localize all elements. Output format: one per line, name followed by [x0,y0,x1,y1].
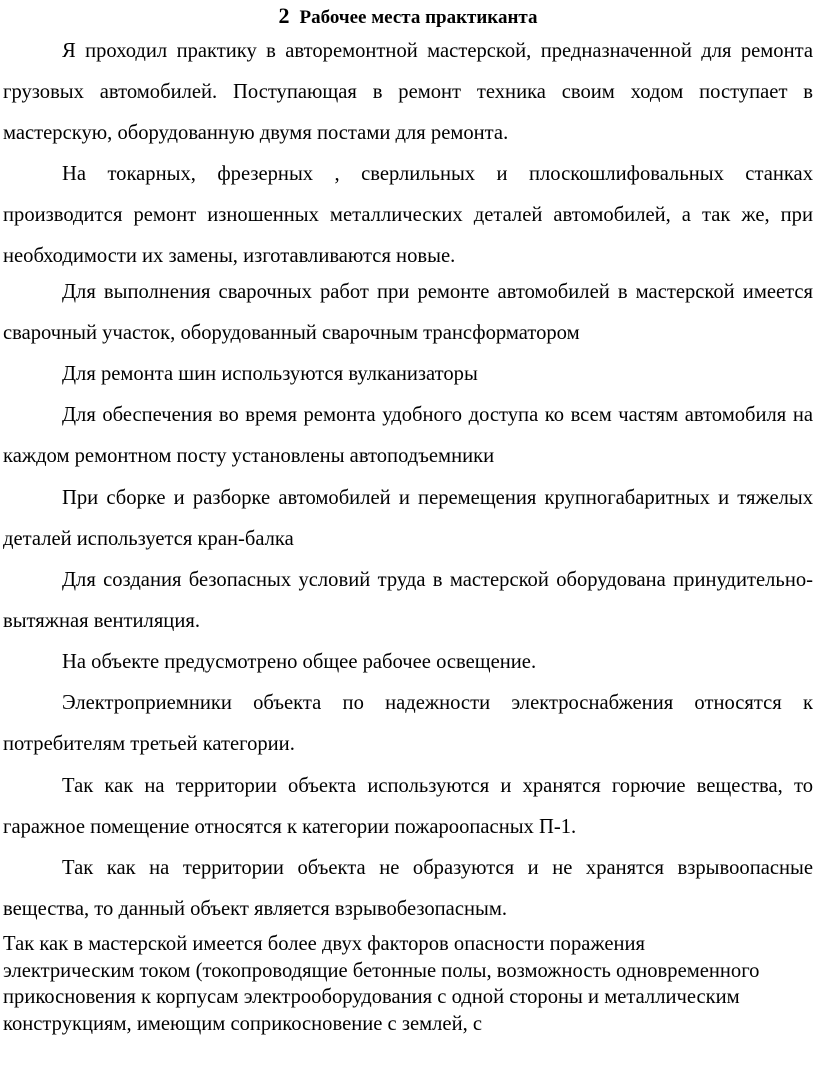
paragraph-welding: Для выполнения сварочных работ при ремонте автомобилей в мастерской имеется сварочный участок, оборудованный сварочным трансформатором [3,281,813,345]
paragraph-electrical-hazard: Так как в мастерской имеется более двух факторов опасности поражения электрическим током (токопроводящие бетонные полы, возможность одновременного прикосновения к корпусам электрооборудования с одной стороны и металлическим конструкциям, имеющим соприкосновение с землей, с [3,933,760,1035]
paragraph-vulcanizers: Для ремонта шин используются вулканизаторы [62,363,478,385]
section-title: Рабочее места практиканта [299,7,538,28]
paragraph-explosion-safety: Так как на территории объекта не образуются и не хранятся взрывоопасные вещества, то данный объект является взрывобезопасным. [3,857,813,921]
paragraph-ventilation: Для создания безопасных условий труда в мастерской оборудована принудительно-вытяжная вентиляция. [3,569,813,633]
section-heading [0,4,816,30]
paragraph-machine-tools: На токарных, фрезерных , сверлильных и плоскошлифовальных станках производится ремонт изношенных металлических деталей автомобилей, а так же, при необходимости их замены, изготавливаются новые. [3,163,813,268]
paragraph-practice-location: Я проходил практику в авторемонтной мастерской, предназначенной для ремонта грузовых автомобилей. Поступающая в ремонт техника своим ходом поступает в мастерскую, оборудованную двумя постами для ремонта. [3,40,813,145]
section-number: 2 [278,3,290,28]
paragraph-crane-beam: При сборке и разборке автомобилей и перемещения крупногабаритных и тяжелых деталей используется кран-балка [3,487,813,551]
paragraph-fire-hazard: Так как на территории объекта используются и хранятся горючие вещества, то гаражное помещение относятся к категории пожароопасных П-1. [3,775,813,839]
paragraph-power-category: Электроприемники объекта по надежности электроснабжения относятся к потребителям третьей категории. [3,692,813,756]
paragraph-lighting: На объекте предусмотрено общее рабочее освещение. [62,651,537,673]
paragraph-lifts: Для обеспечения во время ремонта удобного доступа ко всем частям автомобиля на каждом ремонтном посту установлены автоподъемники [3,404,813,468]
